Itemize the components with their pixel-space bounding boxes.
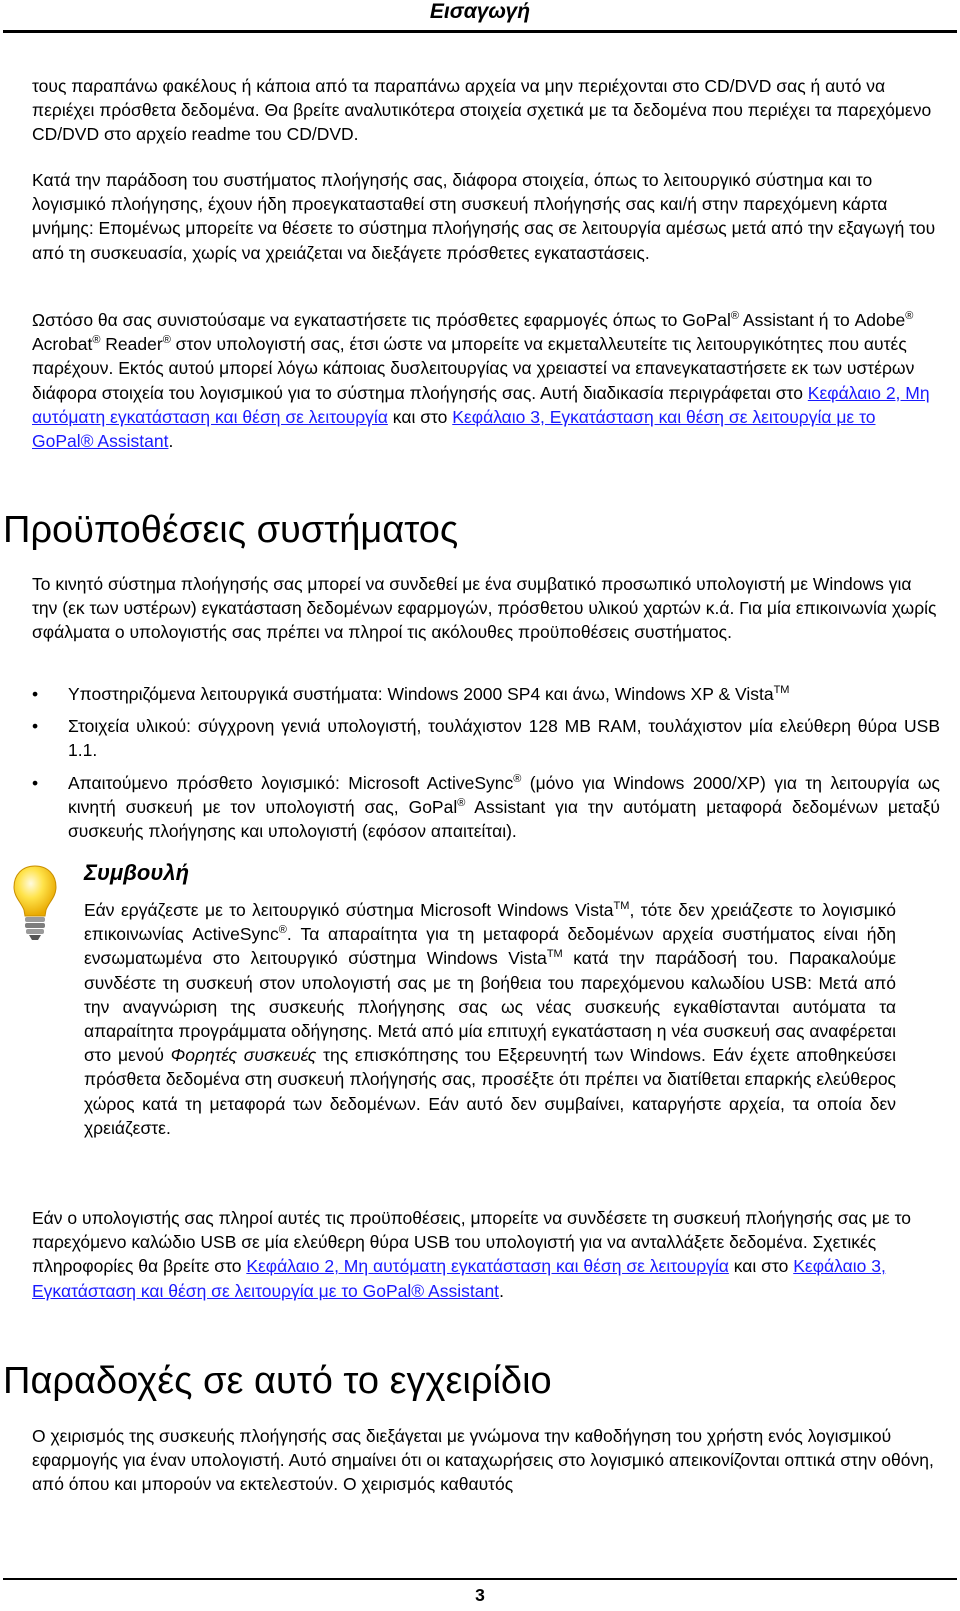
lightbulb-icon	[12, 864, 58, 942]
header-divider	[3, 30, 957, 33]
paragraph-cd-dvd: τους παραπάνω φακέλους ή κάποια από τα παραπάνω αρχεία να μην περιέχονται στο CD/DVD σας ή αυτό να περιέχει πρόσθετα δεδομένα. Θα βρείτε αναλυτικότερα στοιχεία σχετικά με τα δεδομένα που περιέχει τα παρεχόμενο CD/DVD στο αρχείο readme του CD/DVD.	[32, 76, 932, 145]
tip-text: Εάν εργάζεστε με το λειτουργικό σύστημα Microsoft Windows Vista™, τότε δεν χρειάζεστε το λογισμικό επικοινωνίας ActiveSync®. Τα απαραίτητα για τη μεταφορά δεδομένων αρχεία συστήματος είναι ήδη ενσωματωμένα στο λειτουργικό σύστημα Windows Vista™ κατά την παράδοσή του. Παρακαλούμε συνδέστε τη συσκευή στον υπολογιστή σας με τη βοήθεια του παρεχόμενου καλωδίου USB: Μετά από την αναγνώριση της συσκευής πλοήγησης σας ως νέας συσκευής εγκαθίστανται αυτόματα τα απαραίτητα προγράμματα οδήγησης. Μετά από μία επιτυχή εγκατάσταση η νέα συσκευή σας αναφέρεται στο μενού Φορητές συσκευές της επισκόπησης του Εξερευνητή των Windows. Εάν έχετε αποθηκεύσει πρόσθετα δεδομένα στη συσκευή πλοήγησής σας, προσέξτε ότι πρέπει να διατίθεται επαρκής ελεύθερος χώρος κατά τη μεταφορά των δεδομένων. Εάν αυτό δεν συμβαίνει, καταργήστε αρχεία, τα οποία δεν χρειάζεστε.	[84, 900, 896, 1138]
paragraph-preinstalled: Κατά την παράδοση του συστήματος πλοήγησής σας, διάφορα στοιχεία, όπως το λειτουργικό σύστημα και το λογισμικό πλοήγησης, έχουν ήδη προεγκατασταθεί στη συσκευή πλοήγησής σας και/ή στην παρεχόμενη κάρτα μνήμης: Επομένως μπορείτε να θέσετε το σύστημα πλοήγησής σας σε λειτουργία αμέσως μετά από την εξαγωγή του από τη συσκευασία, χωρίς να χρειάζεται να διεξάγετε πρόσθετες εγκαταστάσεις.	[32, 170, 936, 263]
bullet-icon: •	[32, 772, 39, 793]
section-title-conventions: Παραδοχές σε αυτό το εγχειρίδιο	[3, 1360, 552, 1402]
paragraph-usb-connection: Εάν ο υπολογιστής σας πληροί αυτές τις προϋποθέσεις, μπορείτε να συνδέσετε τη συσκευή πλοήγησής σας με το παρεχόμενο καλώδιο USB σε μία ελεύθερη θύρα USB του υπολογιστή για να ανταλλάξετε δεδομένα. Σχετικές πληροφορίες θα βρείτε στο Κεφάλαιο 2, Μη αυτόματη εγκατάσταση και θέση σε λειτουργία και στο Κεφάλαιο 3, Εγκατάσταση και θέση σε λειτουργία με το GoPal® Assistant.	[32, 1208, 911, 1301]
link-chapter-3[interactable]: Κεφάλαιο 3, Εγκατάσταση και θέση σε λειτουργία με το GoPal® Assistant	[32, 406, 876, 452]
bullet-icon: •	[32, 684, 39, 704]
list-item: • Υποστηριζόμενα λειτουργικά συστήματα: Windows 2000 SP4 και άνω, Windows XP & Vista™	[32, 682, 940, 706]
list-item: • Απαιτούμενο πρόσθετο λογισμικό: Microsoft ActiveSync® (μόνο για Windows 2000/XP) για τη λειτουργία ως κινητή συσκευή με τον υπολογιστή σας, GoPal® Assistant για την αυτόματη μεταφορά δεδομένων μεταξύ συσκευής πλοήγησης και υπολογιστή (εφόσον απαιτείται).	[32, 772, 940, 842]
paragraph-pc-connection: Το κινητό σύστημα πλοήγησής σας μπορεί να συνδεθεί με ένα συμβατικό προσωπικό υπολογιστή με Windows για την (εκ των υστέρων) εγκατάσταση δεδομένων εφαρμογών, πρόσθετου υλικού χαρτών κ.ά. Για μία επικοινωνία χωρίς σφάλματα ο υπολογιστής σας πρέπει να πληροί τις ακόλουθες προϋποθέσεις συστήματος.	[32, 574, 937, 643]
list-item: • Στοιχεία υλικού: σύγχρονη γενιά υπολογιστή, τουλάχιστον 128 MB RAM, τουλάχιστον μία ελεύθερη θύρα USB 1.1.	[32, 716, 940, 761]
page-header: Εισαγωγή	[429, 0, 531, 23]
menu-name: Φορητές συσκευές	[170, 1045, 317, 1066]
footer-divider	[3, 1578, 957, 1580]
requirements-list	[32, 682, 940, 843]
link-chapter-3[interactable]: Κεφάλαιο 3, Εγκατάσταση και θέση σε λειτουργία με το GoPal® Assistant	[32, 1256, 886, 1301]
link-chapter-2[interactable]: Κεφάλαιο 2, Μη αυτόματη εγκατάσταση και θέση σε λειτουργία	[32, 382, 930, 427]
page-number: 3	[475, 1585, 485, 1605]
bullet-icon: •	[32, 716, 39, 737]
paragraph-operation: Ο χειρισμός της συσκευής πλοήγησής σας διεξάγεται με γνώμονα την καθοδήγηση του χρήστη ενός λογισμικού εφαρμογής για έναν υπολογιστή. Αυτό σημαίνει ότι οι καταχωρήσεις στο λογισμικό απεικονίζονται οπτικά στην οθόνη, από όπου και μπορούν να εκτελεστούν. Ο χειρισμός καθαυτός	[32, 1426, 934, 1495]
tip-title: Συμβουλή	[84, 860, 190, 885]
paragraph-additional-apps: Ωστόσο θα σας συνιστούσαμε να εγκαταστήσετε τις πρόσθετες εφαρμογές όπως το GoPal® Assistant ή το Adobe® Acrobat® Reader® στον υπολογιστή σας, έτσι ώστε να μπορείτε να εκμεταλλευτείτε τις λειτουργικότητες που αυτές παρέχουν. Εκτός αυτού μπορεί λόγω κάποιας δυσλειτουργίας να χρειαστεί να επανεγκαταστήσετε εκ των υστέρων διάφορα στοιχεία του λογισμικού για το σύστημα πλοήγησής σας. Αυτή διαδικασία περιγράφεται στο Κεφάλαιο 2, Μη αυτόματη εγκατάσταση και θέση σε λειτουργία και στο Κεφάλαιο 3, Εγκατάσταση και θέση σε λειτουργία με το GoPal® Assistant.	[32, 310, 930, 452]
section-title-system-requirements: Προϋποθέσεις συστήματος	[3, 509, 459, 551]
link-chapter-2[interactable]: Κεφάλαιο 2, Μη αυτόματη εγκατάσταση και θέση σε λειτουργία	[246, 1256, 729, 1277]
